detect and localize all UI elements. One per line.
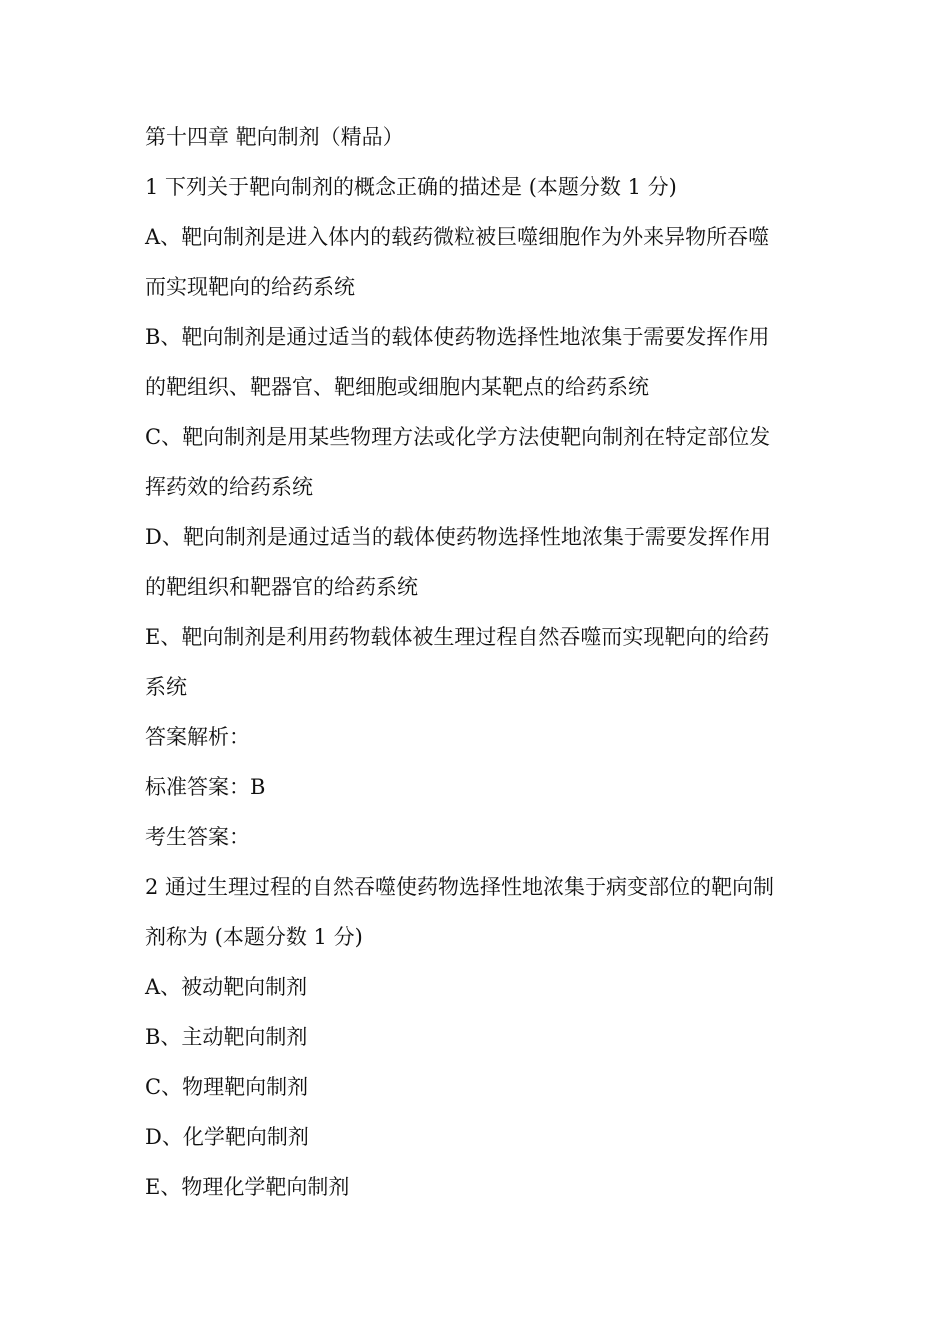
option-b [145,312,815,412]
answer-analysis-label: 答案解析： [145,725,250,749]
option-e [145,612,815,712]
question-stem-line: 1 下列关于靶向制剂的概念正确的描述是 (本题分数 1 分) [145,175,677,199]
question-stem-line: 剂称为 (本题分数 1 分) [145,925,363,949]
document-content [145,112,815,1212]
option-line: A、靶向制剂是进入体内的载药微粒被巨噬细胞作为外来异物所吞噬 [145,225,770,249]
option-line: D、靶向制剂是通过适当的载体使药物选择性地浓集于需要发挥作用 [145,525,771,549]
standard-answer: 标准答案：B [145,775,266,799]
question-2 [145,862,815,1212]
option-d: D、化学靶向制剂 [145,1125,309,1149]
option-d [145,512,815,612]
student-answer: 考生答案： [145,825,250,849]
chapter-title: 第十四章 靶向制剂（精品） [145,125,404,149]
option-c: C、物理靶向制剂 [145,1075,309,1099]
option-line: 的靶组织、靶器官、靶细胞或细胞内某靶点的给药系统 [145,375,649,399]
option-line: 的靶组织和靶器官的给药系统 [145,575,418,599]
option-line: E、靶向制剂是利用药物载体被生理过程自然吞噬而实现靶向的给药 [145,625,770,649]
option-c [145,412,815,512]
question-1 [145,162,815,862]
option-b: B、主动靶向制剂 [145,1025,308,1049]
option-line: 而实现靶向的给药系统 [145,275,355,299]
option-a [145,212,815,312]
option-a: A、被动靶向制剂 [145,975,308,999]
option-e: E、物理化学靶向制剂 [145,1175,350,1199]
option-line: 挥药效的给药系统 [145,475,313,499]
option-line: B、靶向制剂是通过适当的载体使药物选择性地浓集于需要发挥作用 [145,325,770,349]
option-line: C、靶向制剂是用某些物理方法或化学方法使靶向制剂在特定部位发 [145,425,771,449]
question-stem-line: 2 通过生理过程的自然吞噬使药物选择性地浓集于病变部位的靶向制 [145,875,775,899]
option-line: 系统 [145,675,187,699]
